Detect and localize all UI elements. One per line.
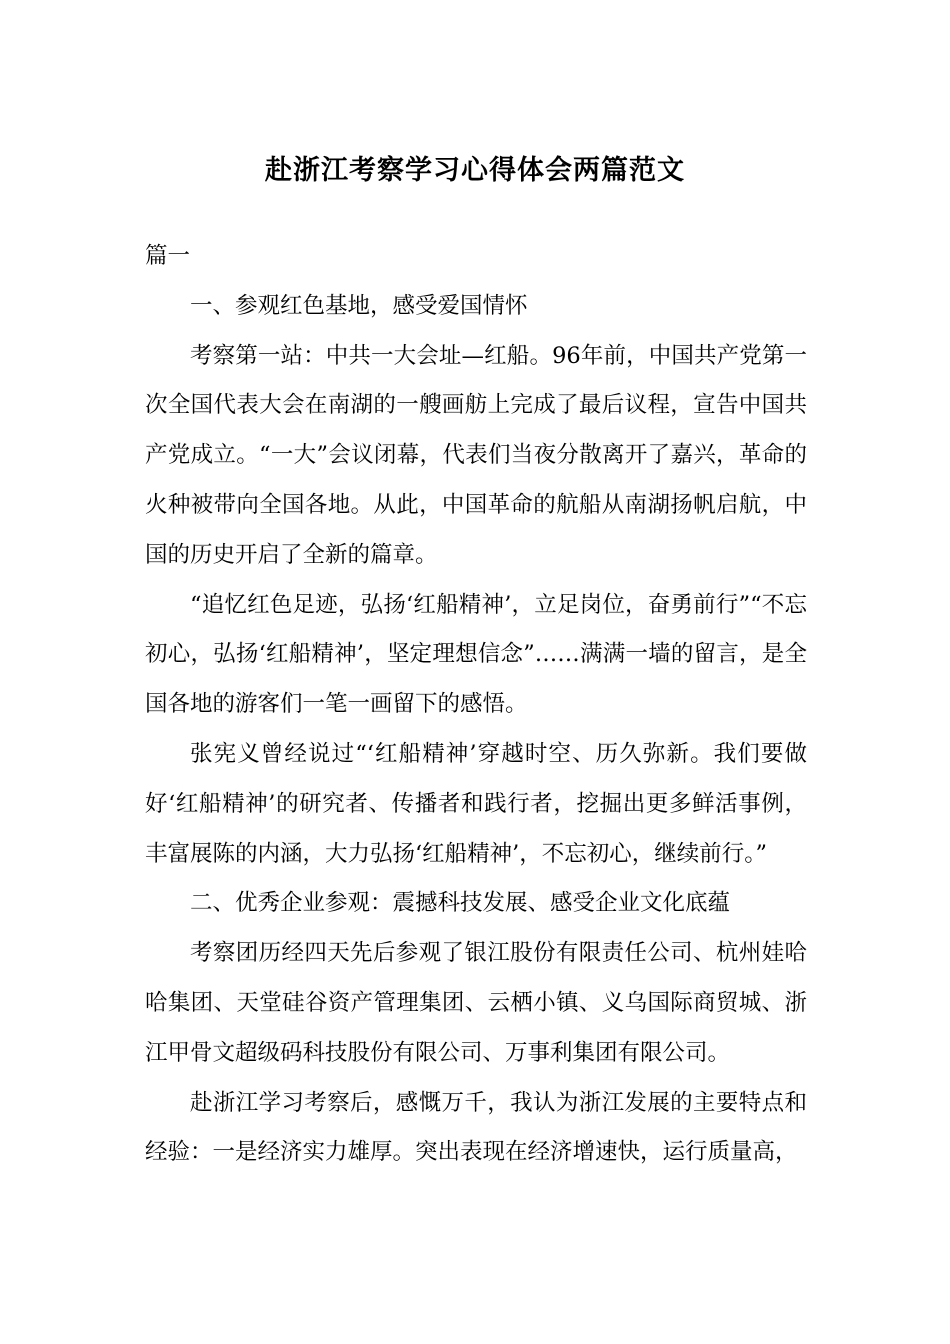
document-body <box>145 232 807 1178</box>
part-label: 篇一 <box>145 243 191 269</box>
paragraph-2: “追忆红色足迹，弘扬‘红船精神’，立足岗位，奋勇前行”“不忘初心，弘扬‘红船精神’，坚定理想信念”……满满一墙的留言，是全国各地的游客们一笔一画留下的感悟。 <box>145 591 807 718</box>
paragraph-3: 张宪义曾经说过“‘红船精神’穿越时空、历久弥新。我们要做好‘红船精神’的研究者、传播者和践行者，挖掘出更多鲜活事例，丰富展陈的内涵，大力弘扬‘红船精神’，不忘初心，继续前行。” <box>145 740 807 867</box>
section-heading-2: 二、优秀企业参观：震撼科技发展、感受企业文化底蕴 <box>190 890 731 917</box>
document-title: 赴浙江考察学习心得体会两篇范文 <box>265 155 685 187</box>
section-heading-1: 一、参观红色基地，感受爱国情怀 <box>190 292 528 319</box>
paragraph-5: 赴浙江学习考察后，感慨万千，我认为浙江发展的主要特点和经验：一是经济实力雄厚。突出表现在经济增速快，运行质量高， <box>145 1089 807 1166</box>
paragraph-1: 考察第一站：中共一大会址—红船。96年前，中国共产党第一次全国代表大会在南湖的一艘画舫上完成了最后议程，宣告中国共产党成立。“一大”会议闭幕，代表们当夜分散离开了嘉兴，革命的火种被带向全国各地。从此，中国革命的航船从南湖扬帆启航，中国的历史开启了全新的篇章。 <box>145 342 807 568</box>
paragraph-4: 考察团历经四天先后参观了银江股份有限责任公司、杭州娃哈哈集团、天堂硅谷资产管理集团、云栖小镇、义乌国际商贸城、浙江甲骨文超级码科技股份有限公司、万事利集团有限公司。 <box>145 940 807 1066</box>
